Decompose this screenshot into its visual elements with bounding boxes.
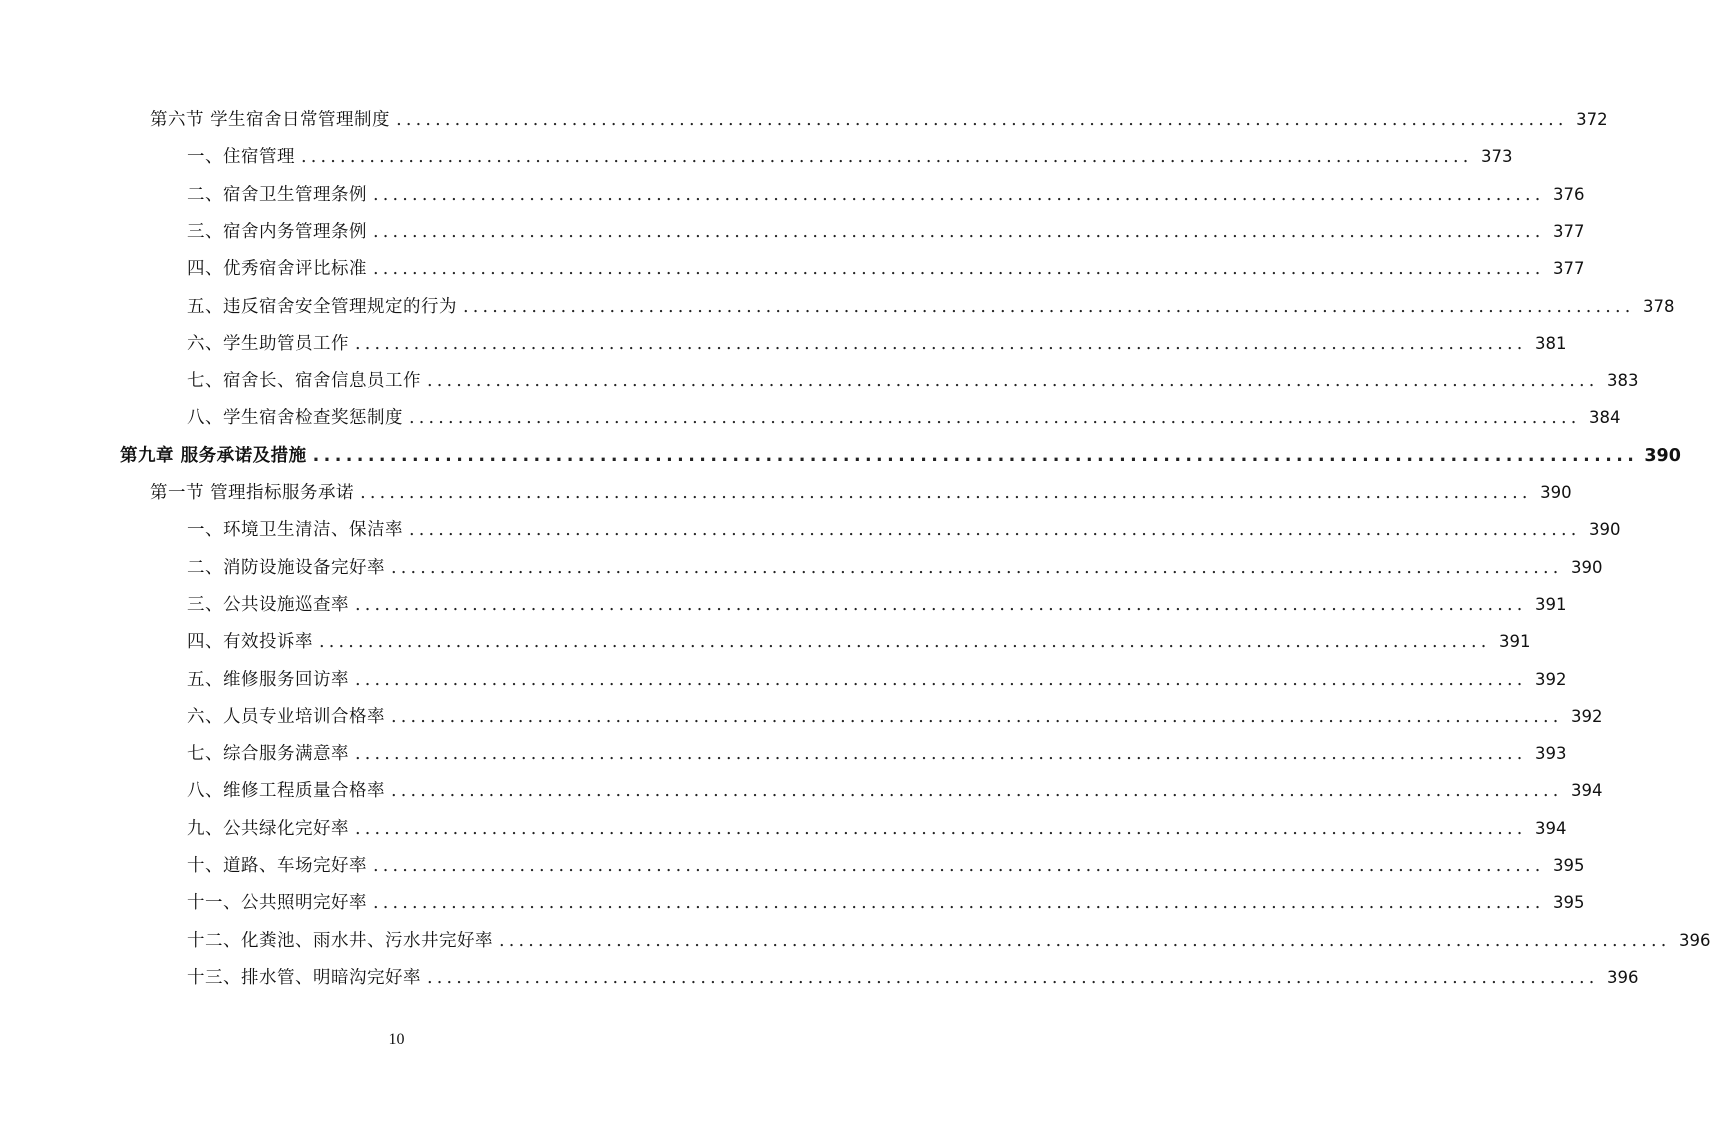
toc-entry-item[interactable] <box>187 963 1639 993</box>
toc-entry-page: 394 <box>1535 818 1567 838</box>
toc-leader-dots: ........................................................................................................................ <box>391 557 1563 578</box>
toc-entry-label: 第九章 服务承诺及措施 <box>120 445 307 466</box>
toc-entry-item[interactable] <box>187 553 1603 583</box>
toc-entry-page: 381 <box>1535 333 1567 353</box>
toc-entry-page: 390 <box>1540 483 1572 502</box>
toc-entry-page: 384 <box>1589 408 1621 428</box>
toc-entry-item[interactable] <box>187 814 1567 844</box>
toc-entry-label: 六、人员专业培训合格率 <box>187 706 385 727</box>
toc-leader-dots: ........................................................................................................................ <box>499 930 1671 951</box>
toc-leader-dots: ........................................................................................................................ <box>355 669 1527 690</box>
toc-entry-item[interactable] <box>187 254 1585 284</box>
toc-entry-page: 390 <box>1644 445 1681 466</box>
toc-entry-label: 七、宿舍长、宿舍信息员工作 <box>187 371 421 392</box>
toc-entry-page: 376 <box>1553 184 1585 204</box>
toc-entry-page: 391 <box>1499 632 1531 652</box>
toc-entry-page: 391 <box>1535 594 1567 614</box>
toc-entry-label: 七、综合服务满意率 <box>187 744 349 765</box>
toc-entry-page: 378 <box>1643 296 1675 316</box>
toc-entry-label: 第一节 管理指标服务承诺 <box>150 483 355 503</box>
toc-entry-item[interactable] <box>187 217 1585 247</box>
toc-entry-item[interactable] <box>187 590 1567 620</box>
toc-entry-page: 395 <box>1553 856 1585 875</box>
toc-entry-label: 十一、公共照明完好率 <box>187 893 367 914</box>
toc-leader-dots: ........................................................................................................................ <box>360 483 1532 503</box>
toc-leader-dots: ........................................................................................................................ <box>373 221 1545 242</box>
toc-entry-page: 396 <box>1679 930 1711 950</box>
toc-entry-page: 373 <box>1481 147 1513 167</box>
toc-leader-dots: ........................................................................................................................ <box>373 893 1545 914</box>
toc-entry-label: 四、有效投诉率 <box>187 632 313 653</box>
toc-entry-item[interactable] <box>187 888 1585 918</box>
toc-entry-label: 二、宿舍卫生管理条例 <box>187 184 367 205</box>
toc-entry-label: 三、公共设施巡查率 <box>187 594 349 615</box>
toc-entry-label: 五、违反宿舍安全管理规定的行为 <box>187 296 457 317</box>
toc-leader-dots: ........................................................................................................................ <box>396 110 1568 130</box>
toc-entry-item[interactable] <box>187 403 1621 433</box>
toc-entry-section[interactable] <box>150 478 1572 508</box>
toc-entry-chapter[interactable] <box>120 441 1681 471</box>
toc-entry-item[interactable] <box>187 665 1567 695</box>
toc-entry-item[interactable] <box>187 702 1603 732</box>
toc-entry-item[interactable] <box>187 926 1711 956</box>
toc-leader-dots: ........................................................................................................................ <box>427 967 1599 988</box>
toc-entry-item[interactable] <box>187 776 1603 806</box>
toc-leader-dots: ........................................................................................................................ <box>391 781 1563 802</box>
page-number: 10 <box>388 1031 405 1048</box>
toc-entry-item[interactable] <box>187 329 1567 359</box>
toc-leader-dots: ........................................................................................................................ <box>373 259 1545 280</box>
toc-leader-dots: ........................................................................................................................ <box>355 744 1527 765</box>
toc-entry-page: 372 <box>1576 110 1608 129</box>
toc-entry-label: 六、学生助管员工作 <box>187 333 349 354</box>
toc-leader-dots: ........................................................................................................................ <box>355 333 1527 354</box>
toc-entry-section[interactable] <box>150 105 1608 135</box>
toc-entry-item[interactable] <box>187 180 1585 210</box>
toc-leader-dots: ........................................................................................................................ <box>409 520 1581 541</box>
toc-leader-dots: ........................................................................................................................ <box>312 445 1639 466</box>
toc-entry-page: 392 <box>1571 706 1603 726</box>
toc-entry-label: 三、宿舍内务管理条例 <box>187 221 367 242</box>
toc-entry-item[interactable] <box>187 515 1621 545</box>
toc-entry-item[interactable] <box>187 366 1639 396</box>
toc-entry-label: 二、消防设施设备完好率 <box>187 557 385 578</box>
toc-entry-page: 394 <box>1571 781 1603 801</box>
toc-leader-dots: ........................................................................................................................ <box>409 408 1581 429</box>
toc-entry-label: 五、维修服务回访率 <box>187 669 349 690</box>
toc-entry-item[interactable] <box>187 739 1567 769</box>
toc-entry-page: 383 <box>1607 371 1639 391</box>
toc-entry-label: 第六节 学生宿舍日常管理制度 <box>150 110 391 130</box>
toc-entry-page: 396 <box>1607 967 1639 987</box>
toc-leader-dots: ........................................................................................................................ <box>373 184 1545 205</box>
toc-entry-label: 一、住宿管理 <box>187 147 295 168</box>
toc-entry-page: 377 <box>1553 221 1585 241</box>
toc-entry-item[interactable] <box>187 292 1675 322</box>
toc-leader-dots: ........................................................................................................................ <box>427 371 1599 392</box>
toc-entry-item[interactable] <box>187 851 1585 881</box>
toc-entry-page: 390 <box>1571 557 1603 577</box>
toc-entry-page: 395 <box>1553 893 1585 913</box>
toc-leader-dots: ........................................................................................................................ <box>355 594 1527 615</box>
toc-leader-dots: ........................................................................................................................ <box>319 632 1491 653</box>
toc-entry-page: 390 <box>1589 520 1621 540</box>
toc-leader-dots: ........................................................................................................................ <box>391 706 1563 727</box>
toc-entry-item[interactable] <box>187 142 1513 172</box>
toc-entry-label: 十三、排水管、明暗沟完好率 <box>187 967 421 988</box>
toc-leader-dots: ........................................................................................................................ <box>463 296 1635 317</box>
toc-entry-label: 八、学生宿舍检查奖惩制度 <box>187 408 403 429</box>
toc-entry-page: 392 <box>1535 669 1567 689</box>
toc-entry-label: 十二、化粪池、雨水井、污水井完好率 <box>187 930 493 951</box>
toc-entry-item[interactable] <box>187 627 1531 657</box>
toc-leader-dots: ........................................................................................................................ <box>355 818 1527 839</box>
toc-leader-dots: ........................................................................................................................ <box>301 147 1473 168</box>
toc-leader-dots: ........................................................................................................................ <box>373 856 1545 876</box>
toc-entry-label: 九、公共绿化完好率 <box>187 818 349 839</box>
toc-entry-page: 393 <box>1535 744 1567 764</box>
toc-entry-label: 八、维修工程质量合格率 <box>187 781 385 802</box>
toc-entry-label: 四、优秀宿舍评比标准 <box>187 259 367 280</box>
toc-entry-label: 一、环境卫生清洁、保洁率 <box>187 520 403 541</box>
toc-entry-page: 377 <box>1553 259 1585 279</box>
toc-entry-label: 十、道路、车场完好率 <box>187 856 367 876</box>
